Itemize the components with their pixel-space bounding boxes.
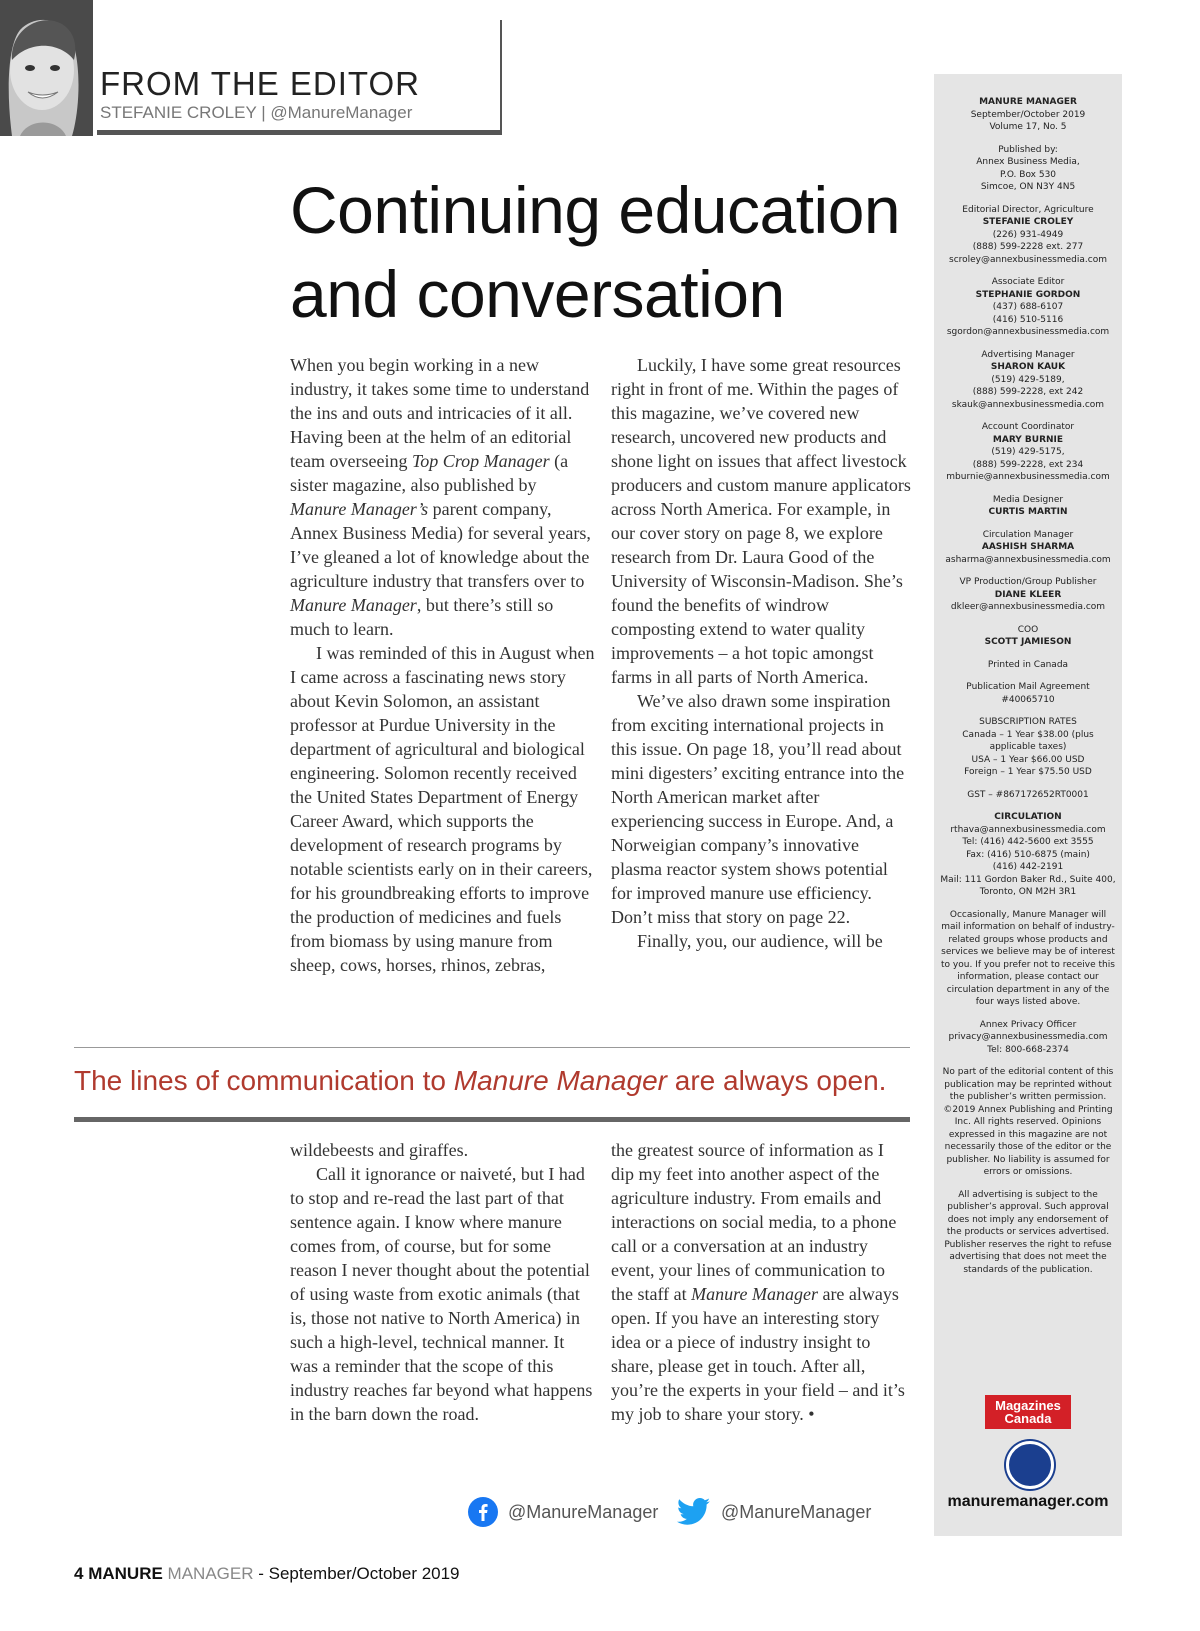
editor-photo [0, 0, 93, 136]
masthead-line: Fax: (416) 510-6875 (main) [966, 849, 1090, 860]
masthead-line: Published by: [998, 144, 1058, 155]
masthead-line: Printed in Canada [987, 659, 1069, 670]
masthead-name: AASHISH SHARMA [981, 542, 1075, 552]
facebook-label: @ManureManager [508, 1501, 659, 1522]
masthead-role: Media Designer [992, 494, 1064, 505]
paragraph: wildebeests and giraffes. [290, 1140, 469, 1160]
masthead-line: All advertising is subject to the publisher’s approval. Such approval does not imply any endorsement of the products or services advertised. Publisher reserves the right to refuse advertising that does not meet the standards of the publication. [944, 1189, 1112, 1275]
masthead-line: rthava@annexbusinessmedia.com [950, 824, 1106, 835]
twitter-icon [677, 1498, 711, 1526]
pull-quote: The lines of communication to Manure Manager are always open. [74, 1065, 887, 1096]
masthead-block [940, 909, 1116, 1009]
masthead-line: dkleer@annexbusinessmedia.com [950, 602, 1106, 612]
masthead-line: (888) 599-2228, ext 234 [972, 459, 1084, 470]
masthead-line: (888) 599-2228 ext. 277 [972, 242, 1084, 252]
masthead-line: (437) 688-6107 [992, 302, 1064, 312]
masthead-name: DIANE KLEER [994, 589, 1062, 600]
masthead-line: GST – #867172652RT0001 [967, 789, 1089, 800]
masthead-name: STEPHANIE GORDON [975, 289, 1081, 300]
masthead-sidebar [934, 74, 1122, 1536]
paragraph: We’ve also drawn some inspiration from exciting international projects in this issue. On page 18, you’ll read about mini digesters’ exciting entrance into the North American market after experiencing success in Europe. And, a Norweigian company’s innovative plasma reactor system shows potential for improved manure use efficiency. Don’t miss that story on page 22. [611, 691, 905, 927]
masthead-name: CURTIS MARTIN [988, 507, 1068, 517]
masthead-line: skauk@annexbusinessmedia.com [951, 399, 1105, 410]
masthead-name: SCOTT JAMIESON [984, 637, 1072, 647]
masthead-line: Simcoe, ON N3Y 4N5 [980, 182, 1076, 192]
paragraph: Call it ignorance or naiveté, but I had to stop and re-read the last part of that sentence again. I know where manure comes from, of course, but for some reason I never thought about the potential of using waste from exotic animals (that is, those not native to North America) in such a high-level, technical manner. It was a reminder that the scope of this industry reaches far beyond what happens in the barn down the road. [290, 1164, 593, 1424]
brand-bold: MANURE [88, 1564, 163, 1583]
masthead-block [940, 204, 1116, 267]
masthead-block [940, 681, 1116, 706]
masthead-line: (888) 599-2228, ext 242 [972, 387, 1084, 397]
masthead-role: Associate Editor [991, 277, 1065, 287]
masthead-line: P.O. Box 530 [999, 169, 1057, 180]
masthead-block [940, 811, 1116, 899]
masthead-block [940, 1189, 1116, 1277]
masthead-block [940, 716, 1116, 779]
twitter-label: @ManureManager [721, 1501, 872, 1522]
masthead-line: sgordon@annexbusinessmedia.com [946, 327, 1110, 337]
masthead-line: Publication Mail Agreement [966, 682, 1090, 692]
masthead-line: Occasionally, Manure Manager will mail information on behalf of industry-related groups whose products and services we believe may be of interest to you. If you prefer not to receive this information, please contact our circulation department in any of the four ways listed above. [941, 909, 1115, 1007]
masthead-name: SHARON KAUK [990, 362, 1066, 372]
masthead-block [940, 1019, 1116, 1057]
masthead-role: Circulation Manager [982, 529, 1074, 540]
masthead-line: Foreign – 1 Year $75.50 USD [964, 767, 1092, 777]
pull-quote-rule-top [74, 1047, 910, 1048]
masthead-line: Tel: (416) 442-5600 ext 3555 [962, 837, 1094, 847]
masthead-block [940, 494, 1116, 519]
pull-quote-rule-bottom [74, 1117, 910, 1122]
masthead-block [940, 96, 1116, 134]
page-number: 4 [74, 1564, 84, 1583]
article-column-4 [611, 1138, 911, 1426]
page-footer [74, 1564, 460, 1584]
masthead-line: No part of the editorial content of this publication may be reprinted without the publisher’s written permission. ©2019 Annex Publishing and Printing Inc. All rights reserved. Opinions expressed in this magazine are not necessarily those of the editor or the publisher. No liability is assumed for errors or omissions. [942, 1067, 1114, 1177]
section-label: FROM THE EDITOR [100, 65, 420, 102]
masthead-role: Editorial Director, Agriculture [962, 204, 1094, 215]
masthead-block [940, 349, 1116, 412]
paragraph: Luckily, I have some great resources right in front of me. Within the pages of this magazine, we’ve covered new research, uncovered new products and shone light on issues that affect livestock producers and custom manure applicators across North America. For example, in our cover story on page 8, we explore research from Dr. Laura Good of the University of Wisconsin-Madison. She’s found the benefits of windrow composting extend to water quality improvements – a hot topic amongst farms in all parts of North America. [611, 355, 911, 687]
masthead-line: (519) 429-5189, [991, 374, 1065, 385]
masthead-line: scroley@annexbusinessmedia.com [949, 254, 1107, 265]
masthead-role: COO [1017, 624, 1039, 635]
header-rule-vertical [500, 20, 502, 134]
brand-light: MANAGER [167, 1564, 254, 1583]
masthead-block [940, 1066, 1116, 1179]
paragraph: When you begin working in a new industry, it takes some time to understand the ins and outs and intricacies of it all. Having been at the helm of an editorial team overseeing Top Crop Manager (a sister magazine, also published by Manure Manager’s parent company, Annex Business Media) for several years, I’ve gleaned a lot of knowledge about the agriculture industry that transfers over to Manure Manager, but there’s still so much to learn. [290, 355, 591, 639]
masthead-line: (416) 442-2191 [992, 862, 1064, 872]
masthead-name: MARY BURNIE [992, 434, 1064, 445]
masthead-line: (226) 931-4949 [992, 229, 1064, 240]
masthead-line: asharma@annexbusinessmedia.com [945, 554, 1111, 565]
twitter-handle[interactable] [677, 1495, 871, 1529]
header-rule-horizontal [97, 130, 502, 135]
masthead-line: Mail: 111 Gordon Baker Rd., Suite 400, Toronto, ON M2H 3R1 [940, 874, 1116, 897]
masthead-role: VP Production/Group Publisher [959, 577, 1097, 587]
masthead-line: (416) 510-5116 [992, 314, 1064, 325]
masthead-line: Volume 17, No. 5 [989, 122, 1067, 132]
masthead-role: Account Coordinator [981, 422, 1075, 432]
masthead-role: Advertising Manager [981, 349, 1075, 360]
masthead-block [940, 529, 1116, 567]
website-url[interactable]: manuremanager.com [947, 1493, 1109, 1510]
masthead-name: MANURE MANAGER [979, 97, 1077, 107]
masthead-line: privacy@annexbusinessmedia.com [948, 1032, 1108, 1042]
masthead-block [940, 789, 1116, 802]
facebook-icon [468, 1497, 498, 1527]
masthead-line: #40065710 [1001, 694, 1055, 705]
masthead-block [940, 576, 1116, 614]
facebook-handle[interactable] [468, 1495, 658, 1529]
article-column-2 [611, 353, 911, 953]
association-seal-icon [1006, 1441, 1054, 1489]
masthead-line: mburnie@annexbusinessmedia.com [946, 472, 1110, 482]
article-column-1 [290, 353, 595, 977]
masthead-block [940, 276, 1116, 339]
masthead-line: (519) 429-5175, [991, 447, 1065, 457]
masthead-line: SUBSCRIPTION RATES [979, 717, 1077, 727]
paragraph: the greatest source of information as I dip my feet into another aspect of the agriculture industry. From emails and interactions on social media, to a phone call or a conversation at an industry event, your lines of communication to the staff at Manure Manager are always open. If you have an interesting story idea or a piece of industry insight to share, please get in touch. After all, you’re the experts in your field – and it’s my job to share your story. • [611, 1140, 905, 1424]
masthead-name: CIRCULATION [994, 812, 1062, 822]
paragraph: I was reminded of this in August when I came across a fascinating news story about Kevin Solomon, an assistant professor at Purdue University in the department of agricultural and biological engineering. Solomon recently received the United States Department of Energy Career Award, which supports the development of research programs by notable scientists early on in their careers, for his groundbreaking efforts to improve the production of medicines and fuels from biomass by using manure from sheep, cows, horses, rhinos, zebras, [290, 643, 595, 975]
headline: Continuing education and conversation [290, 173, 901, 331]
masthead-block [940, 659, 1116, 672]
masthead-block [940, 624, 1116, 649]
masthead-block [940, 144, 1116, 194]
article-column-3 [290, 1138, 595, 1426]
masthead-line: USA – 1 Year $66.00 USD [971, 754, 1085, 765]
masthead-line: Annex Privacy Officer [979, 1019, 1077, 1030]
masthead-line: September/October 2019 [970, 109, 1086, 120]
issue-date: - September/October 2019 [253, 1564, 460, 1583]
masthead-line: Annex Business Media, [976, 157, 1080, 167]
paragraph: Finally, you, our audience, will be [637, 931, 883, 951]
magazines-canada-logo: Magazines Canada [985, 1395, 1071, 1429]
masthead-block [940, 421, 1116, 484]
byline: STEFANIE CROLEY | @ManureManager [100, 103, 413, 122]
masthead-line: Tel: 800-668-2374 [987, 1044, 1069, 1055]
masthead-line: Canada – 1 Year $38.00 (plus applicable taxes) [962, 729, 1094, 752]
masthead-name: STEFANIE CROLEY [982, 217, 1074, 227]
